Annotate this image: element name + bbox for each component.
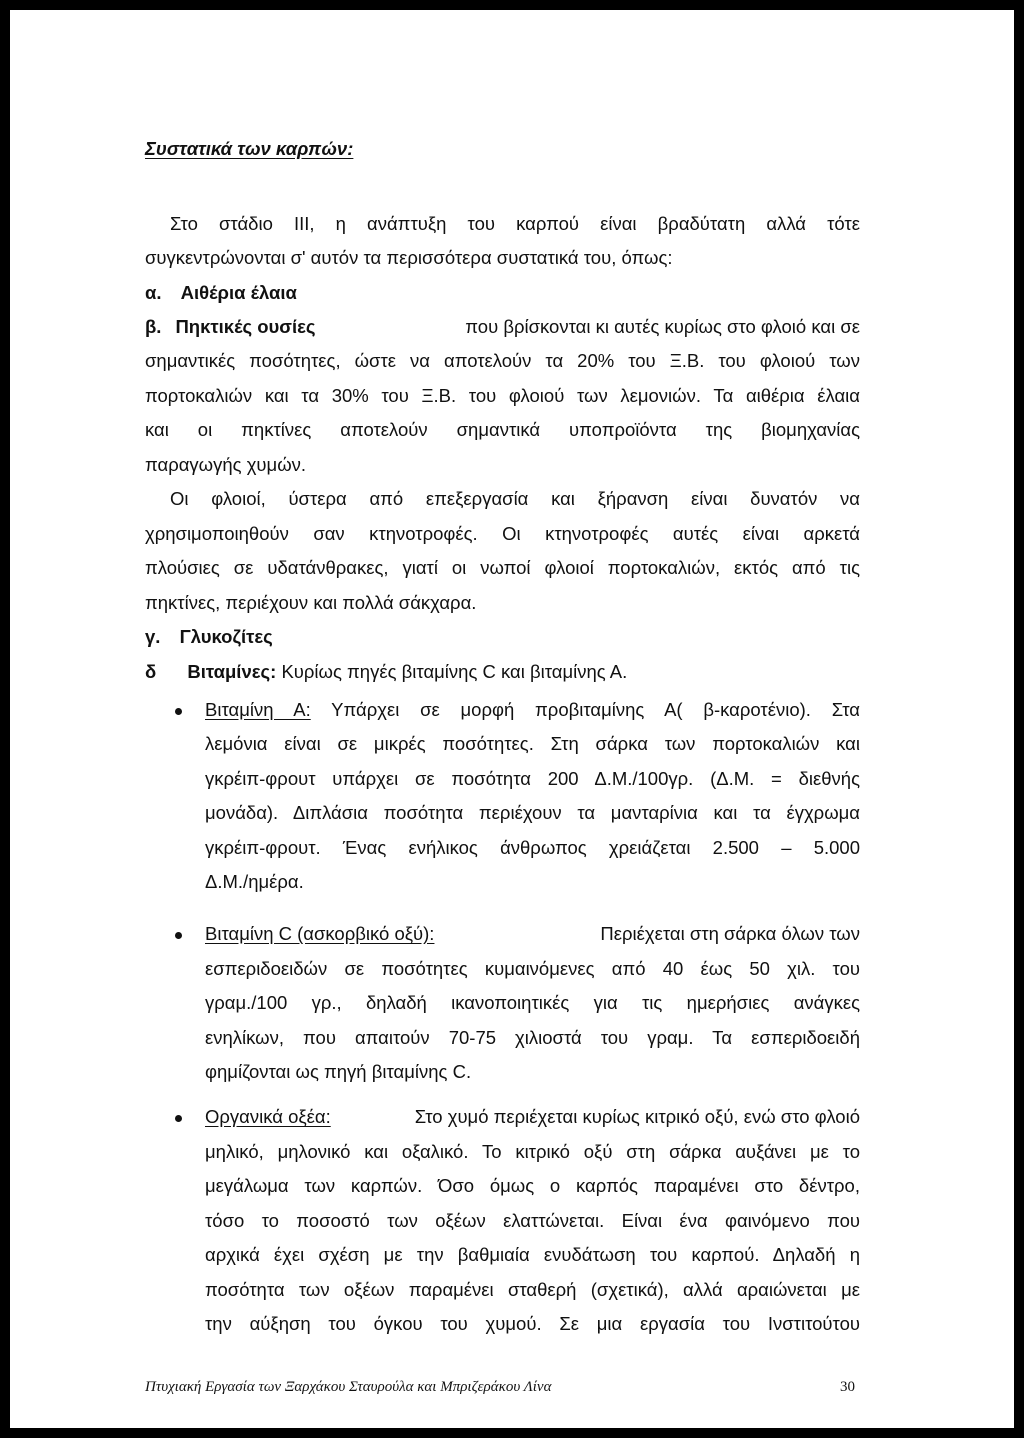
- vitamin-c-first-line: [205, 923, 860, 945]
- bullet-icon: [175, 932, 182, 939]
- peel-line: Οι φλοιοί, ύστερα από επεξεργασία και ξήρανση είναι δυνατόν να: [170, 488, 860, 509]
- item-b-line: παραγωγής χυμών.: [145, 454, 307, 475]
- intro-line-1: Στο στάδιο ΙΙΙ, η ανάπτυξη του καρπού είναι βραδύτατη αλλά τότε: [170, 213, 860, 234]
- peel-line: χρησιμοποιηθούν σαν κτηνοτροφές. Οι κτηνοτροφές αυτές είναι αρκετά: [145, 523, 860, 544]
- organic-acids-label: Οργανικά οξέα:: [205, 1106, 331, 1127]
- organic-acids-line: τόσο το ποσοστό των οξέων ελαττώνεται. Είναι ένα φαινόμενο που: [205, 1210, 860, 1231]
- footer-text: Πτυχιακή Εργασία των Ξαρχάκου Σταυρούλα και Μπριζεράκου Λίνα: [145, 1379, 552, 1395]
- vitamin-c-first-rest: Περιέχεται στη σάρκα όλων των: [600, 923, 860, 944]
- vitamin-a-line: λεμόνια είναι σε μικρές ποσότητες. Στη σάρκα των πορτοκαλιών και: [205, 733, 860, 754]
- organic-acids-line: μηλικό, μηλονικό και οξαλικό. Το κιτρικό οξύ στη σάρκα αυξάνει με το: [205, 1141, 860, 1162]
- section-title: Συστατικά των καρπών:: [145, 138, 354, 159]
- item-d-label: Βιταμίνες:: [187, 661, 277, 682]
- organic-acids-line: μεγάλωμα των καρπών. Όσο όμως ο καρπός παραμένει στο δέντρο,: [205, 1175, 860, 1196]
- item-b-line: και οι πηκτίνες αποτελούν σημαντικά υποπροϊόντα της βιομηχανίας: [145, 419, 860, 440]
- vitamin-a-label: Βιταμίνη Α:: [205, 699, 311, 720]
- vitamin-a-line: γκρέιπ-φρουτ. Ένας ενήλικος άνθρωπος χρειάζεται 2.500 – 5.000: [205, 837, 860, 858]
- item-b-first-line: [145, 316, 860, 338]
- item-c: [145, 626, 273, 648]
- bullet-icon: [175, 1115, 182, 1122]
- item-b-rest: που βρίσκονται κι αυτές κυρίως στο φλοιό και σε: [465, 316, 860, 337]
- vitamin-a-line: Δ.Μ./ημέρα.: [205, 871, 304, 892]
- organic-acids-line: αρχικά έχει σχέση με την βαθμιαία ενυδάτωση του καρπού. Δηλαδή η: [205, 1244, 860, 1265]
- item-b-line: πορτοκαλιών και τα 30% του Ξ.Β. του φλοιού των λεμονιών. Τα αιθέρια έλαια: [145, 385, 860, 406]
- vitamin-a-first-rest: Υπάρχει σε μορφή προβιταμίνης Α( β-καροτένιο). Στα: [331, 699, 860, 720]
- item-d: [145, 661, 627, 683]
- vitamin-c-line: ενηλίκων, που απαιτούν 70-75 χιλιοστά του γραμ. Τα εσπεριδοειδή: [205, 1027, 860, 1048]
- peel-line: πλούσιες σε υδατάνθρακες, γιατί οι νωποί φλοιοί πορτοκαλιών, εκτός από τις: [145, 557, 860, 578]
- vitamin-a-line: μονάδα). Διπλάσια ποσότητα περιέχουν τα μανταρίνια και τα έγχρωμα: [205, 802, 860, 823]
- bullet-icon: [175, 708, 182, 715]
- item-a-marker: α.: [145, 282, 162, 303]
- peel-line: πηκτίνες, περιέχουν και πολλά σάκχαρα.: [145, 592, 477, 613]
- organic-acids-first-rest: Στο χυμό περιέχεται κυρίως κιτρικό οξύ, ενώ στο φλοιό: [414, 1106, 860, 1127]
- organic-acids-line: την αύξηση του όγκου του χυμού. Σε μια εργασία του Ινστιτούτου: [205, 1313, 860, 1334]
- item-d-marker: δ: [145, 661, 157, 682]
- intro-line-2: συγκεντρώνονται σ' αυτόν τα περισσότερα συστατικά του, όπως:: [145, 247, 673, 268]
- item-a: [145, 282, 297, 304]
- vitamin-c-line: γραμ./100 γρ., δηλαδή ικανοποιητικές για τις ημερήσιες ανάγκες: [205, 992, 860, 1013]
- item-c-marker: γ.: [145, 626, 161, 647]
- item-a-label: Αιθέρια έλαια: [180, 282, 297, 303]
- page-number: 30: [840, 1379, 855, 1395]
- item-d-rest: Κυρίως πηγές βιταμίνης C και βιταμίνης Α.: [281, 661, 628, 682]
- item-b-label: Πηκτικές ουσίες: [175, 316, 316, 337]
- organic-acids-first-line: [205, 1106, 860, 1128]
- item-c-label: Γλυκοζίτες: [179, 626, 273, 647]
- document-page: [10, 10, 1014, 1428]
- vitamin-c-line: φημίζονται ως πηγή βιταμίνης C.: [205, 1061, 472, 1082]
- vitamin-c-label: Βιταμίνη C (ασκορβικό οξύ):: [205, 923, 435, 944]
- item-b-line: σημαντικές ποσότητες, ώστε να αποτελούν τα 20% του Ξ.Β. του φλοιού των: [145, 350, 860, 371]
- vitamin-c-line: εσπεριδοειδών σε ποσότητες κυμαινόμενες από 40 έως 50 χιλ. του: [205, 958, 860, 979]
- item-b-marker: β.: [145, 316, 162, 337]
- vitamin-a-first-line: [205, 699, 860, 721]
- vitamin-a-line: γκρέιπ-φρουτ υπάρχει σε ποσότητα 200 Δ.Μ./100γρ. (Δ.Μ. = διεθνής: [205, 768, 860, 789]
- organic-acids-line: ποσότητα των οξέων παραμένει σταθερή (σχετικά), αλλά αραιώνεται με: [205, 1279, 860, 1300]
